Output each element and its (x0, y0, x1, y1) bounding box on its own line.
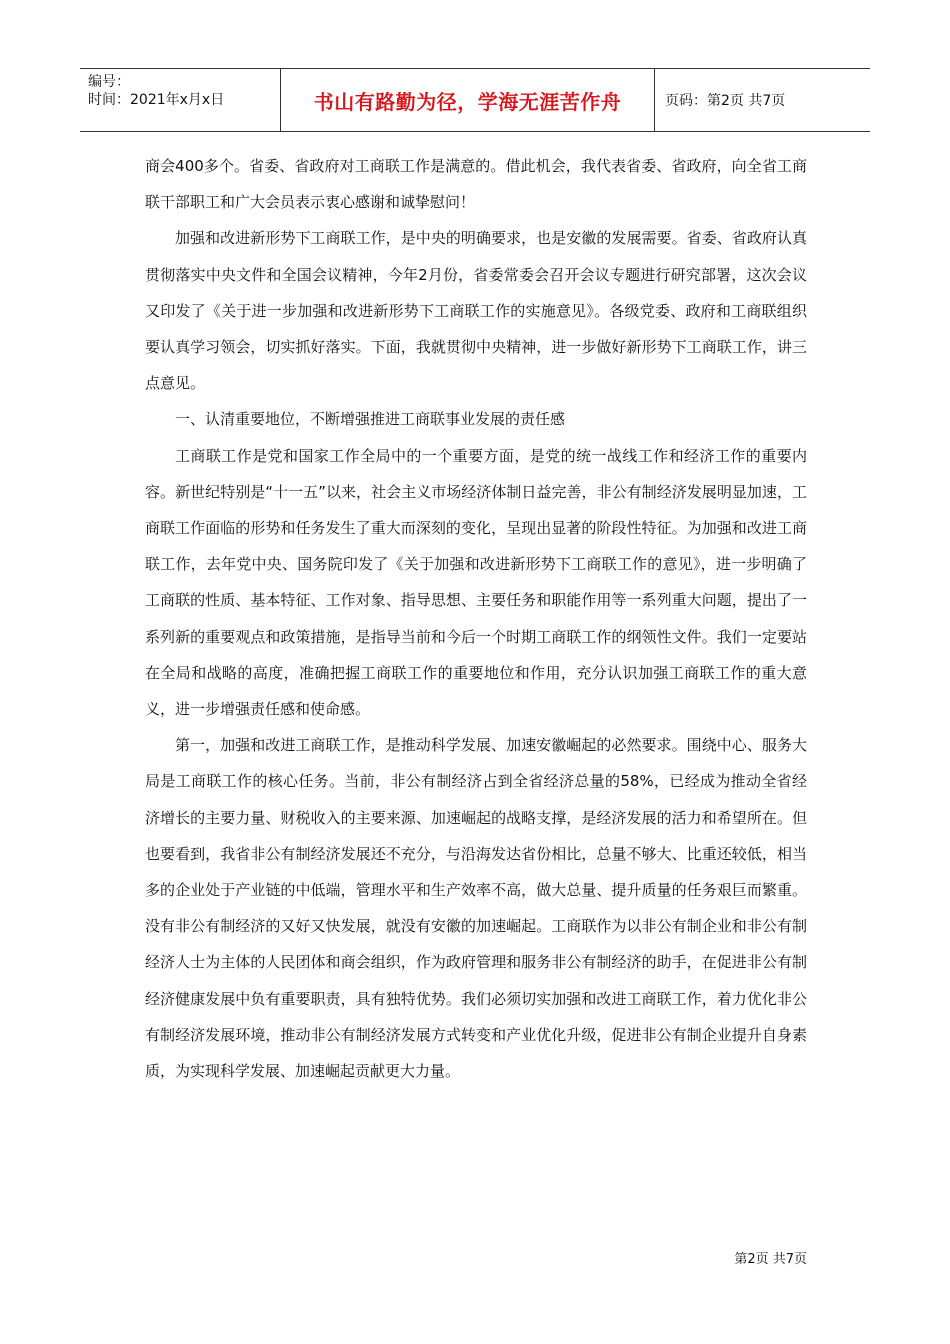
document-time-label: 时间：2021年x月x日 (88, 92, 225, 108)
header-page-number: 页码：第2页 共7页 (665, 93, 786, 109)
section-heading: 一、认清重要地位，不断增强推进工商联事业发展的责任感 (175, 410, 566, 429)
footer-page-number: 第2页 共7页 (734, 1252, 807, 1267)
page-footer (734, 1248, 807, 1267)
page-header (80, 68, 870, 132)
document-code-label: 编号： (88, 74, 130, 90)
body-paragraph: 第一，加强和改进工商联工作，是推动科学发展、加速安徽崛起的必然要求。围绕中心、服务大局是工商联工作的核心任务。当前，非公有制经济占到全省经济总量的58%，已经成为推动全省经济增长的主要力量、财税收入的主要来源、加速崛起的战略支撑，是经济发展的活力和希望所在。但也要看到，我省非公有制经济发展还不充分，与沿海发达省份相比，总量不够大、比重还较低，相当多的企业处于产业链的中低端，管理水平和生产效率不高，做大总量、提升质量的任务艰巨而繁重。没有非公有制经济的又好又快发展，就没有安徽的加速崛起。工商联作为以非公有制企业和非公有制经济人士为主体的人民团体和商会组织，作为政府管理和服务非公有制经济的助手，在促进非公有制经济健康发展中负有重要职责，具有独特优势。我们必须切实加强和改进工商联工作，着力优化非公有制经济发展环境，推动非公有制经济发展方式转变和产业优化升级，促进非公有制企业提升自身素质，为实现科学发展、加速崛起贡献更大力量。 (145, 736, 807, 1081)
body-paragraph: 工商联工作是党和国家工作全局中的一个重要方面，是党的统一战线工作和经济工作的重要内容。新世纪特别是“十一五”以来，社会主义市场经济体制日益完善，非公有制经济发展明显加速，工商联工作面临的形势和任务发生了重大而深刻的变化，呈现出显著的阶段性特征。为加强和改进工商联工作，去年党中央、国务院印发了《关于加强和改进新形势下工商联工作的意见》，进一步明确了工商联的性质、基本特征、工作对象、指导思想、主要任务和职能作用等一系列重大问题，提出了一系列新的重要观点和政策措施，是指导当前和今后一个时期工商联工作的纲领性文件。我们一定要站在全局和战略的高度，准确把握工商联工作的重要地位和作用，充分认识加强工商联工作的重大意义，进一步增强责任感和使命感。 (145, 446, 807, 719)
header-motto: 书山有路勤为径，学海无涯苦作舟 (313, 89, 622, 114)
document-body (145, 148, 807, 1089)
body-paragraph: 商会400多个。省委、省政府对工商联工作是满意的。借此机会，我代表省委、省政府，向全省工商联干部职工和广大会员表示衷心感谢和诚挚慰问！ (145, 157, 807, 212)
header-motto-cell (281, 69, 655, 131)
body-paragraph: 加强和改进新形势下工商联工作，是中央的明确要求，也是安徽的发展需要。省委、省政府认真贯彻落实中央文件和全国会议精神，今年2月份，省委常委会召开会议专题进行研究部署，这次会议又印发了《关于进一步加强和改进新形势下工商联工作的实施意见》。各级党委、政府和工商联组织要认真学习领会，切实抓好落实。下面，我就贯彻中央精神，进一步做好新形势下工商联工作，讲三点意见。 (145, 229, 807, 393)
header-page-cell (655, 69, 870, 131)
header-meta-cell (80, 69, 281, 131)
